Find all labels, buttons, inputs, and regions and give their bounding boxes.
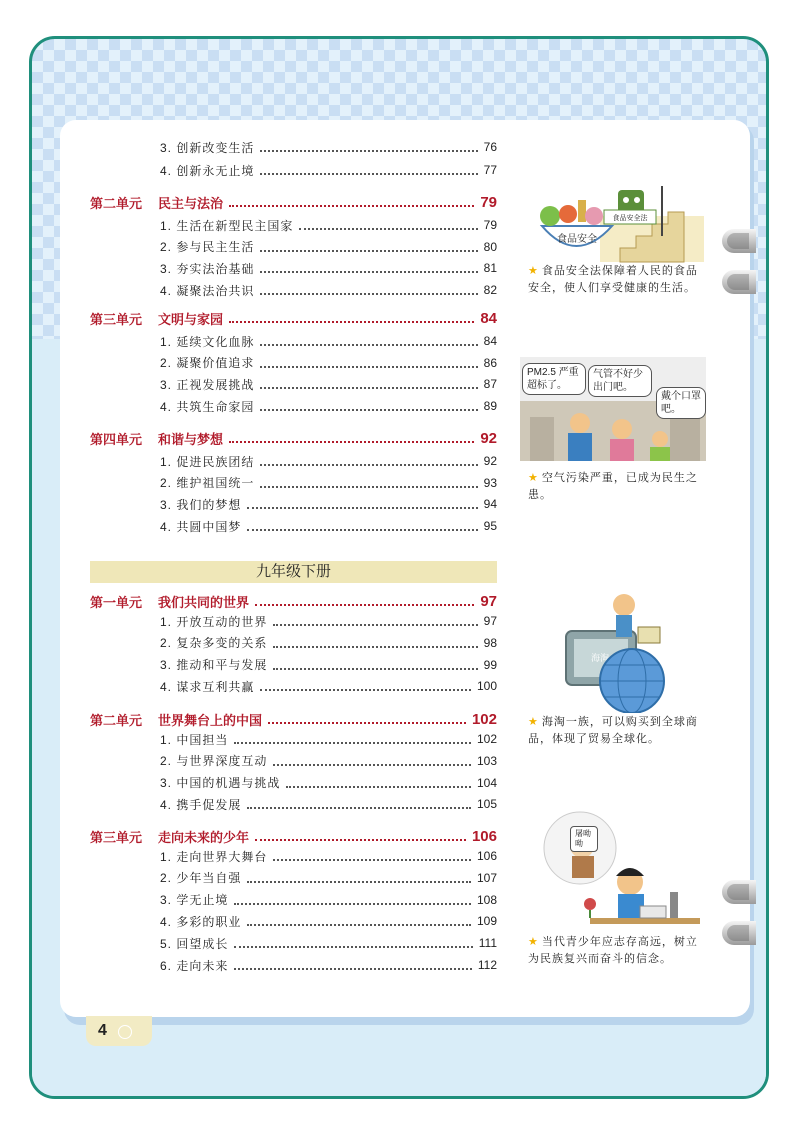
unit-title: 世界舞台上的中国 [158,712,263,728]
global-shopping-caption: ★ 海淘一族，可以购买到全球商品，体现了贸易全球化。 [528,714,704,748]
toc-lesson-row[interactable] [160,473,497,493]
lesson-title: 3. 我们的梦想 [160,497,242,512]
air-pollution-caption: ★ 空气污染严重，已成为民生之患。 [528,470,704,504]
dot-leader [229,441,474,443]
dot-leader [234,968,472,970]
dot-leader [234,946,472,948]
unit-title: 和谐与梦想 [158,431,224,447]
lesson-title: 1. 开放互动的世界 [160,614,268,629]
toc-lesson-row[interactable] [160,516,497,536]
toc-lesson-row[interactable] [160,280,497,300]
page-number: 4 [98,1022,107,1039]
page-ref: 98 [483,635,497,650]
page-ref: 105 [476,797,497,812]
toc-lesson-row[interactable] [160,794,497,814]
lesson-title: 1. 中国担当 [160,732,229,747]
page-ref: 109 [476,914,497,929]
lesson-title: 3. 学无止境 [160,893,229,908]
toc-lesson-row[interactable] [160,137,497,157]
lesson-title: 4. 谋求互利共赢 [160,679,255,694]
dot-leader [273,646,477,648]
dot-leader [273,764,471,766]
toc-unit-row[interactable] [90,427,497,449]
lesson-title: 2. 复杂多变的关系 [160,636,268,651]
dot-leader [229,321,474,323]
toc-lesson-row[interactable] [160,729,497,749]
dot-leader [229,205,474,207]
dot-leader [234,742,471,744]
toc-lesson-row[interactable] [160,911,497,931]
binder-ring [722,921,756,945]
toc-lesson-row[interactable] [160,215,497,235]
toc-lesson-row[interactable] [160,451,497,471]
page-ref: 81 [483,261,497,276]
dot-leader [234,903,471,905]
lesson-title: 3. 推动和平与发展 [160,658,268,673]
toc-unit-row[interactable] [90,590,497,612]
unit-number: 第三单元 [90,829,143,845]
youth-caption: ★ 当代青少年应志存高远，树立为民族复兴而奋斗的信念。 [528,934,704,968]
toc-lesson-row[interactable] [160,633,497,653]
page-ref: 87 [483,377,497,392]
dot-leader [260,366,477,368]
page-ref: 93 [483,475,497,490]
lesson-title: 3. 创新改变生活 [160,140,255,155]
dot-leader [260,689,471,691]
binder-ring [722,880,756,904]
page-ref: 106 [471,827,497,845]
smiley-icon [118,1025,132,1039]
youth-aspiration-illustration [520,810,706,932]
dot-leader [260,486,477,488]
toc-lesson-row[interactable] [160,331,497,351]
toc-lesson-row[interactable] [160,955,497,975]
page-ref: 106 [476,849,497,863]
lesson-title: 3. 中国的机遇与挑战 [160,776,281,791]
dot-leader [299,228,477,230]
page-ref: 76 [483,140,497,154]
dot-leader [247,924,471,926]
dot-leader [273,624,477,626]
bowl-label: 食品安全 [557,234,597,245]
page-ref: 80 [483,239,497,254]
toc-lesson-row[interactable] [160,353,497,373]
dot-leader [273,859,471,861]
page-ref: 97 [480,592,497,610]
lesson-title: 2. 凝聚价值追求 [160,356,255,371]
dot-leader [286,786,471,788]
page-ref: 94 [483,497,497,512]
volume-heading: 九年级下册 [90,561,497,583]
page-ref: 89 [483,399,497,414]
page-ref: 84 [483,334,497,348]
screen-label: 海淘 [590,653,610,663]
lesson-title: 2. 参与民主生活 [160,240,255,255]
toc-lesson-row[interactable] [160,676,497,696]
page-ref: 107 [476,870,497,885]
speech-bubble: 气管不好少出门吧。 [588,365,652,397]
lesson-title: 1. 生活在新型民主国家 [160,218,294,233]
dot-leader [273,668,477,670]
toc-lesson-row[interactable] [160,374,497,394]
binder-ring [722,229,756,253]
page-ref: 102 [471,710,497,728]
toc-lesson-row[interactable] [160,611,497,631]
lesson-title: 3. 夯实法治基础 [160,261,255,276]
lesson-title: 1. 走向世界大舞台 [160,849,268,864]
page-ref: 79 [483,218,497,232]
name-tag: 屠呦呦 [570,826,598,852]
lesson-title: 2. 维护祖国统一 [160,476,255,491]
page-ref: 103 [476,753,497,768]
lesson-title: 2. 少年当自强 [160,871,242,886]
lesson-title: 3. 正视发展挑战 [160,377,255,392]
lesson-title: 1. 促进民族团结 [160,454,255,469]
lesson-title: 4. 凝聚法治共识 [160,283,255,298]
air-pollution-illustration [520,357,706,461]
page-ref: 82 [483,283,497,298]
toc-lesson-row[interactable] [160,237,497,257]
unit-number: 第二单元 [90,195,143,211]
toc-lesson-row[interactable] [160,890,497,910]
unit-title: 我们共同的世界 [158,594,250,610]
dot-leader [268,722,466,724]
page-ref: 111 [478,936,497,951]
page-ref: 112 [477,958,497,972]
dot-leader [260,173,477,175]
unit-number: 第二单元 [90,712,143,728]
dot-leader [255,839,466,841]
page-ref: 97 [483,614,497,628]
toc-unit-row[interactable] [90,191,497,213]
dot-leader [260,293,477,295]
page-ref: 108 [476,892,497,907]
toc-lesson-row[interactable] [160,751,497,771]
page-ref: 92 [480,429,497,447]
toc-lesson-row[interactable] [160,396,497,416]
dot-leader [247,507,477,509]
toc-unit-row[interactable] [90,825,497,847]
lesson-title: 4. 多彩的职业 [160,914,242,929]
toc-lesson-row[interactable] [160,494,497,514]
unit-number: 第三单元 [90,311,143,327]
unit-number: 第一单元 [90,594,143,610]
star-icon: ★ [528,716,539,728]
dot-leader [260,150,477,152]
speech-bubble: 戴个口罩吧。 [656,387,706,419]
binder-ring [722,270,756,294]
food-safety-illustration [520,186,706,264]
page-ref: 102 [476,732,497,746]
page-ref: 100 [476,679,497,694]
unit-title: 文明与家园 [158,311,224,327]
page-ref: 104 [476,775,497,790]
page-ref: 95 [483,519,497,534]
unit-number: 第四单元 [90,431,143,447]
toc-unit-row[interactable] [90,708,497,730]
page-ref: 99 [483,657,497,672]
star-icon: ★ [528,265,539,277]
page-ref: 92 [483,454,497,468]
lesson-title: 1. 延续文化血脉 [160,334,255,349]
toc-lesson-row[interactable] [160,160,497,180]
dot-leader [260,344,477,346]
page-ref: 77 [483,163,497,177]
toc-lesson-row[interactable] [160,655,497,675]
toc-unit-row[interactable] [90,307,497,329]
dot-leader [260,250,477,252]
lesson-title: 2. 与世界深度互动 [160,754,268,769]
star-icon: ★ [528,472,539,484]
lesson-title: 6. 走向未来 [160,958,229,973]
sign-label: 食品安全法 [612,215,648,222]
lesson-title: 4. 共圆中国梦 [160,519,242,534]
lesson-title: 4. 创新永无止境 [160,163,255,178]
food-safety-caption: ★ 食品安全法保障着人民的食品安全，使人们享受健康的生活。 [528,263,704,297]
dot-leader [255,604,474,606]
page-ref: 86 [483,355,497,370]
dot-leader [260,271,477,273]
toc-lesson-row[interactable] [160,258,497,278]
dot-leader [260,387,477,389]
lesson-title: 4. 携手促发展 [160,797,242,812]
global-shopping-illustration [520,585,706,713]
unit-title: 走向未来的少年 [158,829,250,845]
toc-lesson-row[interactable] [160,846,497,866]
toc-lesson-row[interactable] [160,868,497,888]
lesson-title: 5. 回望成长 [160,936,229,951]
toc-lesson-row[interactable] [160,773,497,793]
toc-lesson-row[interactable] [160,933,497,953]
page-ref: 79 [480,193,497,211]
dot-leader [260,409,477,411]
dot-leader [247,881,471,883]
star-icon: ★ [528,936,539,948]
dot-leader [247,529,477,531]
dot-leader [247,807,471,809]
dot-leader [260,464,477,466]
lesson-title: 4. 共筑生命家园 [160,399,255,414]
speech-bubble: PM2.5 严重超标了。 [522,363,586,395]
unit-title: 民主与法治 [158,195,224,211]
page-ref: 84 [480,309,497,327]
